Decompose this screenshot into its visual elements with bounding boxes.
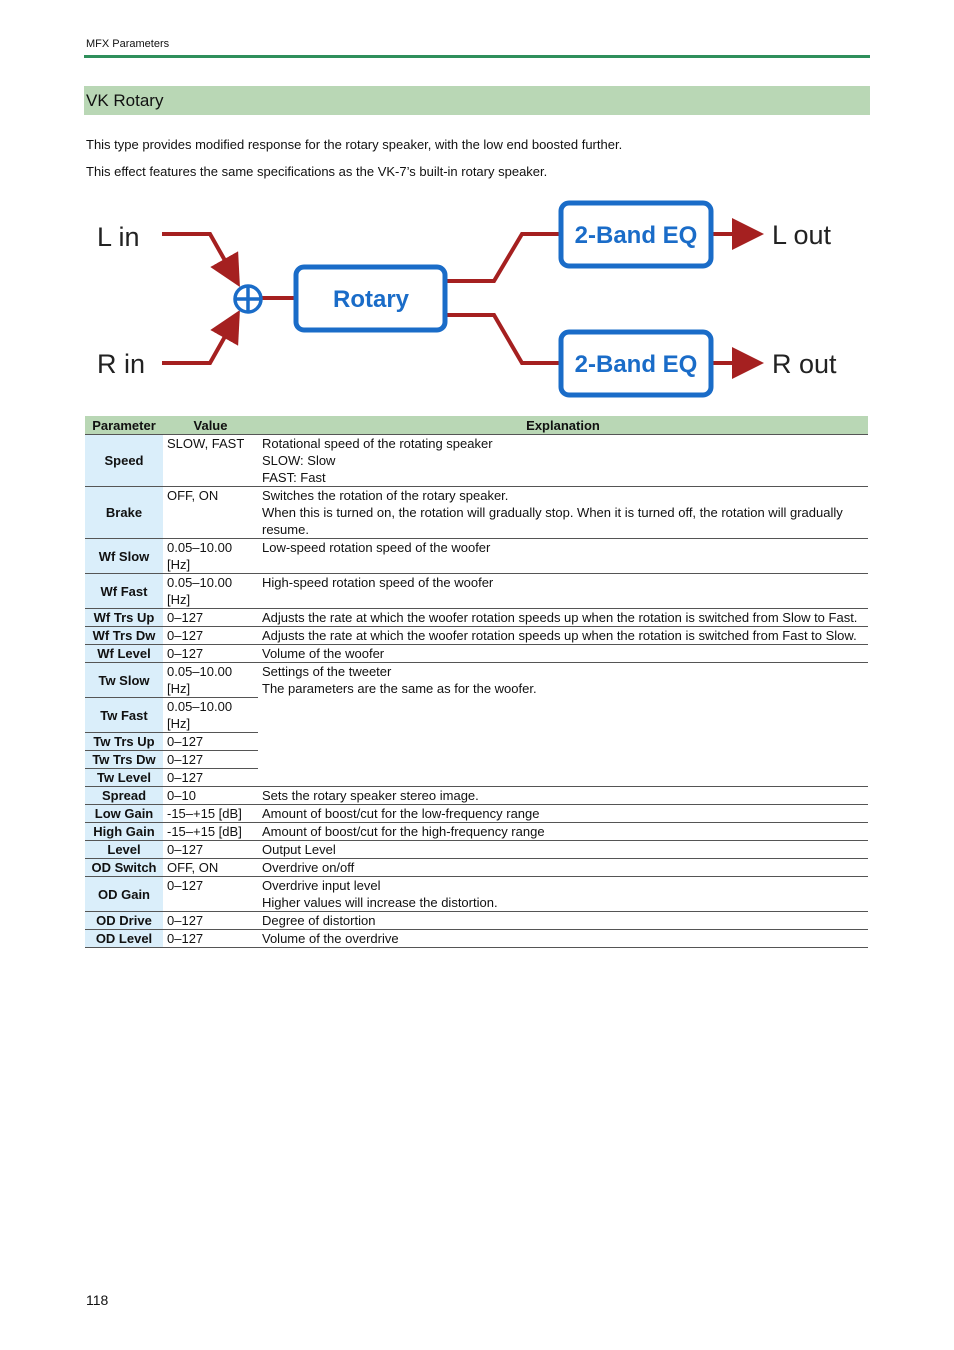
table-row [85, 539, 868, 574]
explanation-line: Volume of the overdrive [262, 931, 399, 946]
parameter-explanation [258, 487, 868, 539]
header-rule [84, 55, 870, 58]
parameter-name: Wf Level [85, 645, 163, 663]
section-title: VK Rotary [86, 91, 164, 110]
intro-paragraph-2: This effect features the same specifications as the VK-7’s built-in rotary speaker. [86, 164, 548, 179]
parameter-value: 0.05–10.00 [Hz] [163, 574, 258, 609]
parameter-name: Wf Fast [85, 574, 163, 609]
explanation-line: Degree of distortion [262, 913, 376, 928]
table-row [85, 609, 868, 627]
parameter-name: Wf Trs Dw [85, 627, 163, 645]
explanation-line: Rotational speed of the rotating speaker [262, 436, 493, 451]
parameter-name: Low Gain [85, 805, 163, 823]
parameter-name: Wf Trs Up [85, 609, 163, 627]
parameter-explanation [258, 859, 868, 877]
parameter-value: 0–127 [163, 841, 258, 859]
table-row [85, 787, 868, 805]
column-header-value: Value [163, 416, 258, 435]
explanation-line: SLOW: Slow [262, 453, 336, 468]
l-out-label: L out [772, 220, 832, 250]
explanation-line: High-speed rotation speed of the woofer [262, 575, 494, 590]
parameter-value: 0.05–10.00 [Hz] [163, 539, 258, 574]
explanation-line: Low-speed rotation speed of the woofer [262, 540, 491, 555]
table-row [85, 841, 868, 859]
explanation-line: Amount of boost/cut for the low-frequency range [262, 806, 540, 821]
running-header: MFX Parameters [86, 38, 170, 50]
parameter-explanation [258, 805, 868, 823]
parameter-value: 0.05–10.00 [Hz] [163, 698, 258, 733]
r-in-line [162, 317, 236, 363]
parameter-value: 0–127 [163, 930, 258, 948]
parameter-value: -15–+15 [dB] [163, 823, 258, 841]
parameter-name: High Gain [85, 823, 163, 841]
parameter-name: Tw Trs Up [85, 733, 163, 751]
table-header-row [85, 416, 868, 435]
parameter-name: OD Switch [85, 859, 163, 877]
explanation-line: Overdrive on/off [262, 860, 355, 875]
explanation-line: Output Level [262, 842, 336, 857]
parameter-explanation [258, 823, 868, 841]
parameter-explanation [258, 930, 868, 948]
parameter-explanation [258, 877, 868, 912]
explanation-line: FAST: Fast [262, 470, 326, 485]
parameter-explanation [258, 574, 868, 609]
parameter-value: 0–127 [163, 769, 258, 787]
r-in-label: R in [97, 349, 146, 379]
table-row [85, 645, 868, 663]
parameter-table [85, 416, 868, 948]
parameter-explanation [258, 609, 868, 627]
explanation-line: Higher values will increase the distortion. [262, 895, 498, 910]
parameter-name: OD Gain [85, 877, 163, 912]
parameter-explanation [258, 627, 868, 645]
parameter-name: Tw Fast [85, 698, 163, 733]
explanation-line: When this is turned on, the rotation will gradually stop. When it is turned off, the rotation will gradually resume. [262, 505, 843, 537]
parameter-explanation [258, 841, 868, 859]
parameter-name: Tw Level [85, 769, 163, 787]
section-heading-bar [84, 86, 870, 115]
table-row [85, 823, 868, 841]
r-out-label: R out [772, 349, 837, 379]
parameter-explanation [258, 663, 868, 787]
l-in-label: L in [97, 222, 140, 252]
table-row [85, 912, 868, 930]
parameter-explanation [258, 645, 868, 663]
parameter-value: 0.05–10.00 [Hz] [163, 663, 258, 698]
parameter-value: 0–127 [163, 627, 258, 645]
intro-paragraph-1: This type provides modified response for the rotary speaker, with the low end boosted further. [86, 137, 623, 152]
parameter-value: 0–127 [163, 609, 258, 627]
parameter-name: Tw Slow [85, 663, 163, 698]
parameter-name: Speed [85, 435, 163, 487]
parameter-name: Tw Trs Dw [85, 751, 163, 769]
parameter-explanation [258, 539, 868, 574]
parameter-value: SLOW, FAST [163, 435, 258, 487]
explanation-line: Switches the rotation of the rotary speaker. [262, 488, 509, 503]
parameter-name: Brake [85, 487, 163, 539]
rotary-to-eq-top-line [446, 234, 561, 281]
parameter-name: Wf Slow [85, 539, 163, 574]
rotary-to-eq-bottom-line [446, 315, 561, 363]
explanation-line: Overdrive input level [262, 878, 381, 893]
eq-bottom-label: 2-Band EQ [574, 351, 698, 378]
parameter-value: 0–127 [163, 751, 258, 769]
explanation-line: Adjusts the rate at which the woofer rotation speeds up when the rotation is switched from Slow to Fast. [262, 610, 858, 625]
explanation-line: Settings of the tweeter [262, 664, 392, 679]
table-row [85, 663, 868, 698]
parameter-value: OFF, ON [163, 487, 258, 539]
column-header-explanation: Explanation [258, 416, 868, 435]
column-header-parameter: Parameter [85, 416, 163, 435]
parameter-value: 0–127 [163, 912, 258, 930]
parameter-explanation [258, 435, 868, 487]
explanation-line: Amount of boost/cut for the high-frequency range [262, 824, 545, 839]
parameter-name: OD Level [85, 930, 163, 948]
parameter-explanation [258, 912, 868, 930]
parameter-value: 0–127 [163, 877, 258, 912]
parameter-name: Level [85, 841, 163, 859]
parameter-value: 0–10 [163, 787, 258, 805]
table-body [85, 435, 868, 948]
parameter-value: 0–127 [163, 733, 258, 751]
l-in-line [162, 234, 236, 280]
table-row [85, 627, 868, 645]
table-row [85, 435, 868, 487]
eq-top-label: 2-Band EQ [574, 222, 698, 249]
signal-flow-diagram [84, 190, 870, 405]
table-row [85, 805, 868, 823]
table-row [85, 574, 868, 609]
explanation-line: Sets the rotary speaker stereo image. [262, 788, 479, 803]
parameter-value: 0–127 [163, 645, 258, 663]
table-row [85, 859, 868, 877]
rotary-label: Rotary [332, 286, 410, 313]
summing-node-icon [235, 286, 261, 312]
parameter-name: Spread [85, 787, 163, 805]
parameter-name: OD Drive [85, 912, 163, 930]
parameter-value: OFF, ON [163, 859, 258, 877]
explanation-line: Volume of the woofer [262, 646, 385, 661]
explanation-line: The parameters are the same as for the woofer. [262, 681, 537, 696]
parameter-explanation [258, 787, 868, 805]
table-row [85, 877, 868, 912]
table-row [85, 930, 868, 948]
page-number: 118 [86, 1292, 109, 1308]
table-row [85, 487, 868, 539]
explanation-line: Adjusts the rate at which the woofer rotation speeds up when the rotation is switched from Fast to Slow. [262, 628, 857, 643]
parameter-value: -15–+15 [dB] [163, 805, 258, 823]
